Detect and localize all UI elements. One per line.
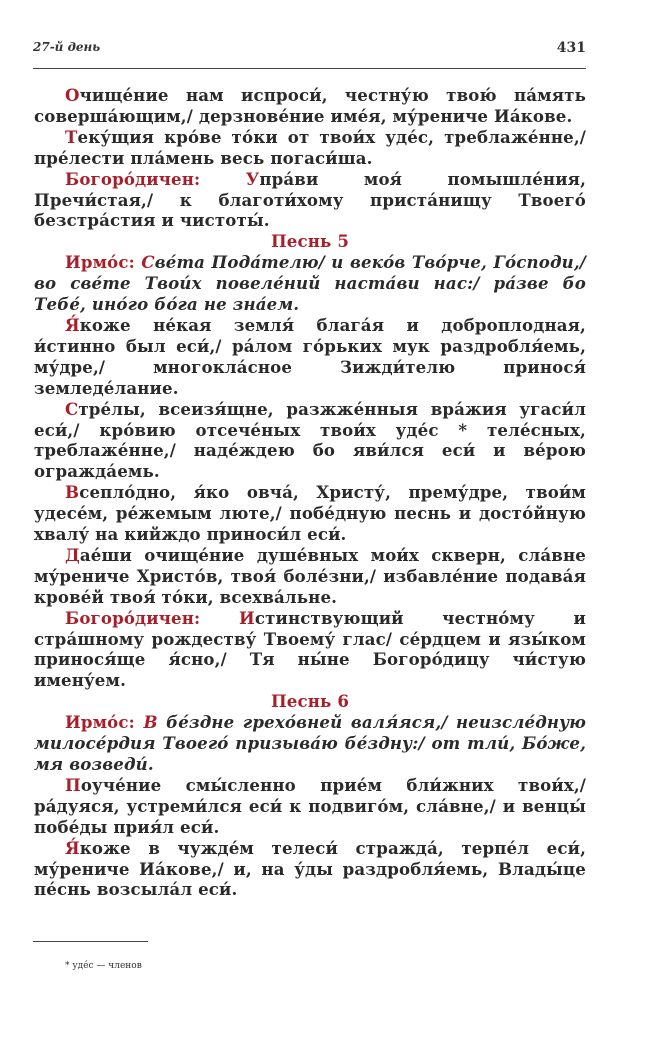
troparion [34, 85, 586, 127]
paragraph-text: ае́ши очище́ние душе́вных мои́х скверн, сла́вне му́рениче Христо́в, твоя́ боле́зни,/ избавле́ние подава́я крове́й твоя́ то́ки, всехва́льне. [34, 544, 586, 607]
troparion [34, 838, 586, 901]
initial-letter: Т [65, 126, 78, 147]
footnote [65, 961, 142, 971]
initial-letter: С [65, 398, 79, 419]
paragraph-text: пра́ви моя́ помышле́ния, Пречи́стая,/ к благоти́хому приста́нищу Твоего́ безстра́стия и чистоты́. [34, 168, 586, 231]
irmos [34, 712, 586, 775]
troparion [34, 315, 586, 399]
paragraph-text: еку́щия кро́ве то́ки от твои́х уде́с, треблаже́нне,/ пре́лести пла́мень весь погаси́ша. [34, 126, 586, 168]
initial-letter: О [65, 85, 80, 105]
troparion [34, 775, 586, 838]
troparion [34, 482, 586, 545]
page-header [33, 40, 586, 62]
paragraph-text: бе́здне грехо́вней валя́яся,/ неизсле́дную милосе́рдия Твоего́ призыва́ю бе́здну:/ от тли́, Бо́же, мя возведи́. [34, 712, 586, 774]
troparion [34, 127, 586, 169]
page-number: 431 [556, 40, 586, 56]
theotokion-label: Богоро́дичен: [65, 168, 201, 189]
initial-letter: П [65, 774, 81, 795]
paragraph-text: чище́ние нам испроси́, честну́ю твою́ па́мять соверша́ющим,/ дерзнове́ние име́я, му́рениче Иа́кове. [34, 85, 586, 126]
paragraph-text: сепло́дно, я́ко овча́, Христу́, прему́дре, твои́м удесе́м, ре́жемым люте,/ побе́дную песнь и досто́йную хвалу́ на кийждо приноси́л еси́. [34, 482, 586, 545]
irmos-label: Ирмо́с: [65, 252, 135, 273]
initial-letter: В [143, 712, 158, 733]
irmos [34, 252, 586, 315]
body-text [34, 85, 586, 900]
initial-letter: Я́ [65, 314, 80, 335]
header-rule [33, 68, 586, 69]
troparion [34, 399, 586, 483]
irmos-label: Ирмо́с: [65, 712, 135, 733]
section-title: Песнь 5 [270, 231, 350, 252]
theotokion [34, 169, 586, 232]
initial-letter: В [65, 482, 80, 503]
paragraph-text: коже не́кая земля́ блага́я и доброплодная, и́стинно был еси́,/ ра́лом го́рьких мук раздробля́емь, му́дре,/ многокла́сное Зижди́телю принося́ земледе́лание. [34, 314, 586, 398]
paragraph-text: тре́лы, всеизя́щне, разжже́нныя вра́жия угаси́л еси́,/ кро́вию отсече́ных твои́х уде́с * теле́сных, треблаже́нне,/ наде́ждею бо яви́лся еси́ и ве́рою огражда́емь. [34, 398, 586, 482]
initial-letter: Я́ [65, 837, 80, 858]
footnote-text: уде́с — членов [72, 961, 142, 971]
paragraph-text: оуче́ние смы́сленно прие́м бли́жних твои́х,/ ра́дуяся, устреми́лся еси́ к подвиго́м, сла́вне,/ и венцы́ побе́ды прия́л еси́. [34, 774, 586, 837]
theotokion [34, 608, 586, 692]
troparion [34, 545, 586, 608]
initial-letter: Д [65, 544, 80, 565]
theotokion-label: Богоро́дичен: [65, 607, 201, 628]
paragraph-text: стинствующий честно́му и стра́шному рождеству́ Твоему́ глас/ се́рдцем и язы́ком принося́ще я́сно,/ Тя ны́не Богоро́дицу чи́стую имену́ем. [34, 607, 586, 691]
section-title: Песнь 6 [270, 691, 350, 712]
footnote-rule [33, 941, 148, 942]
running-head: 27-й день [33, 40, 101, 54]
initial-letter: И [239, 607, 255, 628]
paragraph-text: ве́та Пода́телю/ и веко́в Тво́рче, Го́споди,/ во све́те Твои́х повеле́ний наста́ви нас:/ ра́зве бо Тебе́, ино́го бо́га не зна́ем. [34, 252, 586, 315]
footnote-marker: * [65, 961, 70, 971]
paragraph-text: коже в чужде́м телеси́ стражда́, терпе́л еси́, му́рениче Иа́кове,/ и, на у́ды раздробля́емь, Влады́це пе́снь возсыла́л еси́. [34, 837, 586, 900]
initial-letter: У [245, 168, 260, 189]
initial-letter: С [141, 252, 155, 273]
